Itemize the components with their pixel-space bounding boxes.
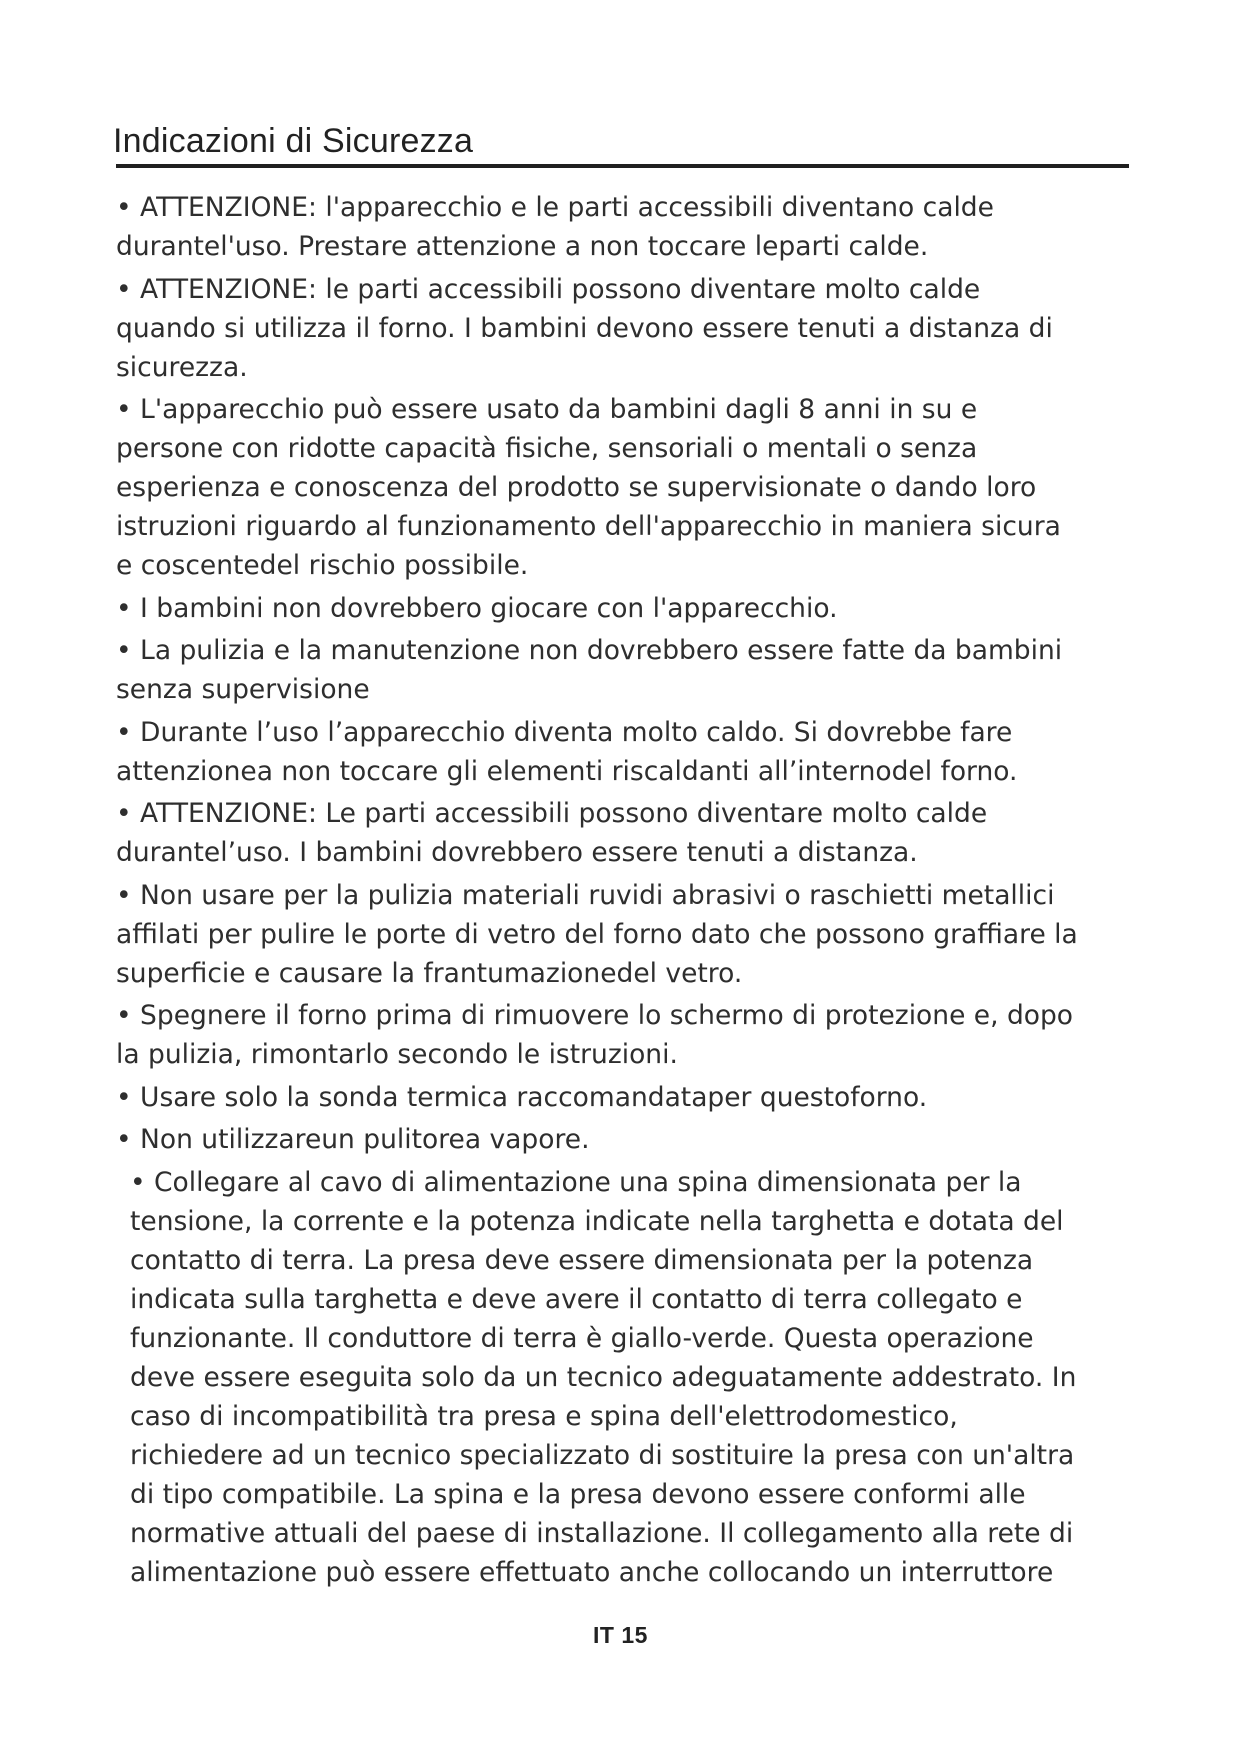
- safety-item-line: e coscentedel rischio possibile.: [116, 550, 529, 581]
- safety-item-line: indicata sulla targhetta e deve avere il contatto di terra collegato e: [130, 1283, 1023, 1315]
- safety-item: [116, 996, 1176, 1074]
- safety-item-line: affilati per pulire le porte di vetro del forno dato che possono graffiare la: [116, 918, 1078, 950]
- safety-item: [116, 631, 1176, 709]
- safety-item: [116, 390, 1176, 585]
- safety-item-line: • ATTENZIONE: Le parti accessibili possono diventare molto calde: [116, 798, 988, 829]
- safety-item: [116, 188, 1176, 266]
- safety-item-line: senza supervisione: [116, 674, 370, 705]
- safety-item-line: • Spegnere il forno prima di rimuovere lo schermo di protezione e, dopo: [116, 1000, 1074, 1031]
- safety-item-line: esperienza e conoscenza del prodotto se supervisionate o dando loro: [116, 472, 1037, 503]
- safety-item-line: la pulizia, rimontarlo secondo le istruzioni.: [116, 1039, 678, 1070]
- safety-item-line: normative attuali del paese di installazione. Il collegamento alla rete di: [130, 1517, 1074, 1549]
- safety-item-line: istruzioni riguardo al funzionamento dell'apparecchio in maniera sicura: [116, 511, 1061, 542]
- safety-item: [116, 270, 1176, 387]
- title-underline: [116, 164, 1129, 168]
- safety-item: [116, 589, 1176, 628]
- safety-item-line: • Non usare per la pulizia materiali ruvidi abrasivi o raschietti metallici: [116, 879, 1055, 911]
- page-title: Indicazioni di Sicurezza: [113, 122, 474, 160]
- safety-item-line: deve essere eseguita solo da un tecnico adeguatamente addestrato. In: [130, 1361, 1077, 1393]
- safety-item-line: • La pulizia e la manutenzione non dovrebbero essere fatte da bambini: [116, 635, 1063, 666]
- safety-item-line: persone con ridotte capacità fisiche, sensoriali o mentali o senza: [116, 433, 978, 464]
- safety-item: [116, 1078, 1176, 1117]
- safety-item-line: • Durante l’uso l’apparecchio diventa molto caldo. Si dovrebbe fare: [116, 716, 1013, 748]
- safety-item-line: alimentazione può essere effettuato anche collocando un interruttore: [130, 1556, 1054, 1588]
- safety-item-line: • ATTENZIONE: le parti accessibili possono diventare molto calde: [116, 273, 981, 305]
- safety-item-line: • ATTENZIONE: l'apparecchio e le parti accessibili diventano calde: [116, 192, 994, 223]
- safety-item: [116, 794, 1176, 872]
- safety-item-line: durantel'uso. Prestare attenzione a non toccare leparti calde.: [116, 231, 929, 262]
- safety-item: [116, 876, 1176, 993]
- safety-item-line: contatto di terra. La presa deve essere dimensionata per la potenza: [130, 1244, 1034, 1276]
- safety-item-line: richiedere ad un tecnico specializzato di sostituire la presa con un'altra: [130, 1439, 1075, 1471]
- safety-item-line: • Collegare al cavo di alimentazione una spina dimensionata per la: [130, 1166, 1022, 1198]
- safety-item: [116, 1120, 1176, 1159]
- safety-instructions-list: [116, 188, 1176, 1595]
- safety-item-line: di tipo compatibile. La spina e la presa devono essere conformi alle: [130, 1478, 1026, 1510]
- safety-item-line: attenzionea non toccare gli elementi riscaldanti all’internodel forno.: [116, 755, 1018, 787]
- safety-item-line: durantel’uso. I bambini dovrebbero essere tenuti a distanza.: [116, 837, 918, 868]
- safety-item: [116, 1163, 1176, 1592]
- safety-item-line: superficie e causare la frantumazionedel vetro.: [116, 957, 743, 989]
- safety-item-line: • Non utilizzareun pulitorea vapore.: [116, 1124, 590, 1155]
- safety-item-line: • Usare solo la sonda termica raccomandataper questoforno.: [116, 1081, 928, 1113]
- safety-item-line: • L'apparecchio può essere usato da bambini dagli 8 anni in su e: [116, 394, 978, 425]
- safety-item-line: funzionante. Il conduttore di terra è giallo-verde. Questa operazione: [130, 1322, 1034, 1354]
- safety-item: [116, 713, 1176, 791]
- safety-item-line: tensione, la corrente e la potenza indicate nella targhetta e dotata del: [130, 1205, 1064, 1237]
- safety-item-line: quando si utilizza il forno. I bambini devono essere tenuti a distanza di: [116, 312, 1053, 344]
- safety-item-line: sicurezza.: [116, 351, 248, 383]
- page-number: IT 15: [593, 1622, 648, 1648]
- safety-item-line: caso di incompatibilità tra presa e spina dell'elettrodomestico,: [130, 1400, 958, 1432]
- safety-item-line: • I bambini non dovrebbero giocare con l'apparecchio.: [116, 592, 838, 624]
